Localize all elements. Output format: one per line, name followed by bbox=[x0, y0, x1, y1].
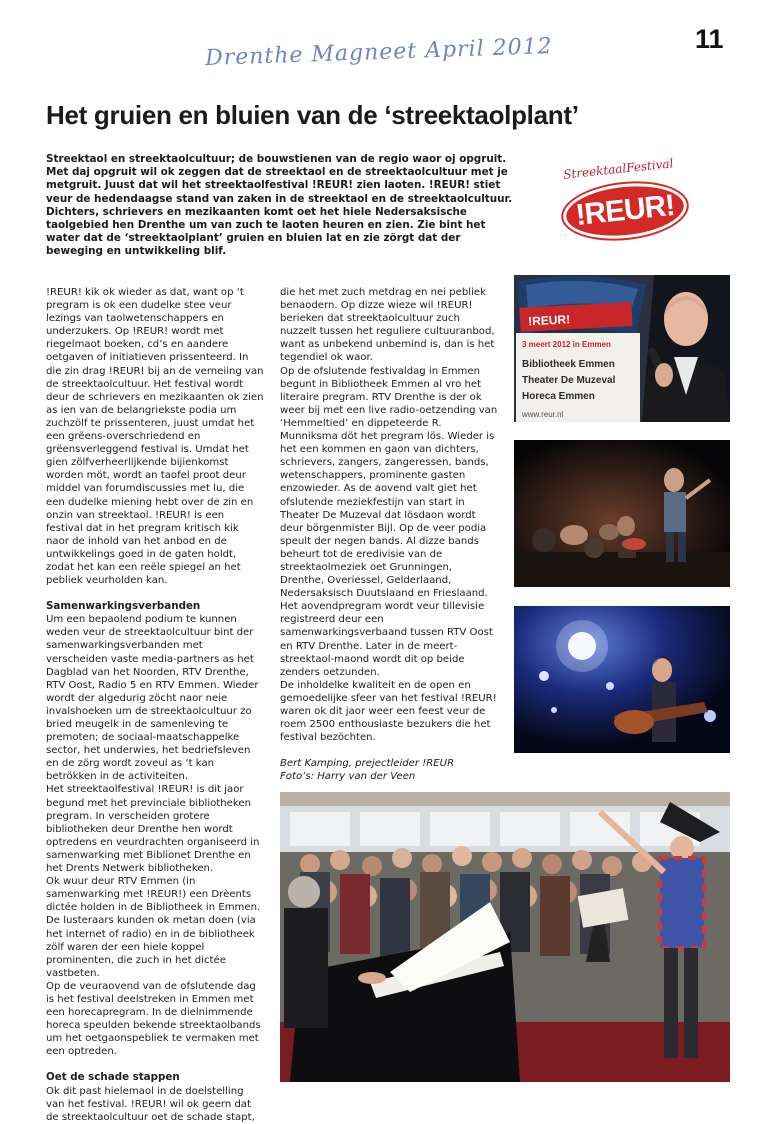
page-number: 11 bbox=[695, 24, 724, 54]
article-column-1 bbox=[46, 286, 264, 1124]
banner-title: !REUR! bbox=[527, 312, 571, 329]
photo-guitarist-spotlights bbox=[514, 606, 730, 753]
paragraph: Het streektaolfestival !REUR! is dit jaor begund met het previnciale bibliotheken pregram. In verscheiden grotere bibliotheken deur Drenthe hen wordt optredens en veurdrachten organiseerd in samenwarking met Biblionet Drenthe en het Drents Netwerk bibliotheken. bbox=[46, 784, 260, 875]
paragraph: Op de veuraovend van de ofslutende dag is het festival deelstreken in Emmen met een horecapregram. In de dielnimmende horeca speulden bekende streektaolbands um het oetgaonspebliek te vermaken met een optreden. bbox=[46, 980, 261, 1058]
logo-subtitle: StreektaalFestival bbox=[562, 156, 675, 182]
handwritten-note: Drenthe Magneet April 2012 bbox=[204, 33, 554, 72]
logo-badge bbox=[561, 178, 690, 245]
author-credit: Bert Kamping, prejectleider !REUR bbox=[280, 758, 455, 770]
paragraph: Ok wuur deur RTV Emmen (in samenwarking met !REUR!) een Drèents dictée holden in de Bibliotheek in Emmen. De lusteraars kunden ok metan doen (via het internet of radio) en in de bibliotheek zölf waren der een hiele koppel prominenten, die zuch in het dictée vastbeten. bbox=[46, 876, 261, 979]
reur-festival-logo bbox=[555, 156, 695, 242]
banner-venue: Theater De Muzeval bbox=[522, 375, 616, 386]
paragraph: Ok dit past hielemaol in de doelstelling van het festival. !REUR! wil ok geern dat de streektaolcultuur oet de schade stapt, bbox=[46, 1085, 255, 1123]
paragraph: Op de ofslutende festivaldag in Emmen begunt in Bibliotheek Emmen al vro het literaire pregram. RTV Drenthe is der ok weer bij met een live radio-oetzending van ‘Hemmeltied’ en dippeteerde R. Munniksma döt het pregram lös. Wieder is het een kommen en gaon van dichters, schrievers, zangers, zangeressen, bands, wetenschappers, prominente gasten enzowieder. As de aovend valt giet het ofslutende meziekfestijn van start in Theater De Muzeval dat lösdaon wordt deur börgenmister Bijl. Op de veer podia speult der negen bands. Al dizze bands beheurt tot de eredivisie van de streektaolmeziek oet Grunningen, Drenthe, Overiessel, Gelderlaand, Nedersaksisch Duutslaand en Frieslaand. Het aovendpregram wordt veur tillevisie registreerd deur een samenwarkingsverbaand tussen RTV Oost en RTV Drenthe. Later in de meert-streektaol-maond wordt dit op beide zenders oetzunden. bbox=[280, 365, 498, 678]
article-column-2 bbox=[280, 286, 498, 783]
section-heading: Samenwarkingsverbanden bbox=[46, 600, 201, 613]
photo-crowd-with-piano bbox=[280, 792, 730, 1082]
banner-date: 3 meert 2012 in Emmen bbox=[522, 340, 611, 349]
paragraph: !REUR! kik ok wieder as dat, want op ‘t pregram is ok een dudelke stee veur lezings van taolwetenschappers en underzukers. Op !REUR! wordt met riegelmaot boeken, cd’s en aandere oetgaven of initiatieven prissenteerd. In die zin drag !REUR! bij an de verneiing van de streektaolcultuur. Het festival wordt deur de schrievers en mezikaanten ok zien as ien van de belangriekste podia um zuchzölf te prissenteren, juust umdat het een grëens-overschriedend en grëensverleggend festival is. Umdat het gien zölfverheerlijkende bijienkomst worden möt, wordt an taofel proot deur middel van forumdiscussies met lu, die een dudelke miening hebt over de zin en onzin van streektaol. !REUR! is een festival dat in het pregram kritisch kik naor de inhold van het anbod en de untwikkelings goed in de gaten holdt, zodat het kan een reële spiegel an het pebliek veurholden kan. bbox=[46, 287, 264, 587]
article-headline: Het gruien en bluien van de ‘streektaolplant’ bbox=[46, 100, 579, 130]
photo-speaker-with-banner bbox=[514, 275, 730, 422]
banner-venue: Horeca Emmen bbox=[522, 391, 595, 402]
paragraph: De inholdelke kwaliteit en de open en gemoedelijke sfeer van het festival !REUR! waren ok dit jaor weer een feest veur de roem 2500 enthousiaste bezukers die het festival bezöchten. bbox=[280, 679, 497, 744]
section-heading: Oet de schade stappen bbox=[46, 1071, 180, 1084]
photo-band-on-stage bbox=[514, 440, 730, 587]
logo-name: !REUR! bbox=[573, 188, 676, 233]
banner-url: www.reur.nl bbox=[522, 410, 564, 419]
banner-venue: Bibliotheek Emmen bbox=[522, 359, 615, 370]
paragraph: die het met zuch metdrag en nei pebliek benaodern. Op dizze wieze wil !REUR! berieken dat streektaolcultuur zuch nuzzelt tussen het reguliere cultuuranbod, want as unbekend unbemind is, dan is het tegendiel ok waor. bbox=[280, 287, 495, 364]
paragraph: Um een bepaolend podium te kunnen weden veur de streektaolcultuur bint der samenwarkingsverbanden met verscheiden vaste media-partners as het Dagblad van het Noorden, RTV Drenthe, RTV Oost, Radio 5 en RTV Emmen. Wieder wordt der algedurig zöcht naor neie invalshoeken um de streektaolcultuur zo bried meugelk in de samenleving te premoten; de sociaal-maatschappelke sector, het underwies, het bedriefsleven en de zörg wordt zoveul as ‘t kan betrökken in de activiteiten. bbox=[46, 614, 259, 783]
photo-credit: Foto’s: Harry van der Veen bbox=[280, 771, 416, 783]
article-intro: Streektaol en streektaolcultuur; de bouwstienen van de regio waor oj opgruit. Met daj opgruit wil ok zeggen dat de streektaol en de streektaolcultuur met je metgruit. Juust dat wil het streektaolfestival !REUR! zien laoten. !REUR! stiet veur de hedendaagse stand van zaken in de streektaol en de streektaolcultuur. Dichters, schrievers en mezikaanten komt oet het hiele Nedersaksische taolgebied hen Drenthe um van zuch te laoten heuren en zien. Zie bint het water dat de ‘streektaolplant’ gruien en bluien lat en zie zörgt dat der beweging en untwikkeling blif. bbox=[46, 153, 513, 258]
